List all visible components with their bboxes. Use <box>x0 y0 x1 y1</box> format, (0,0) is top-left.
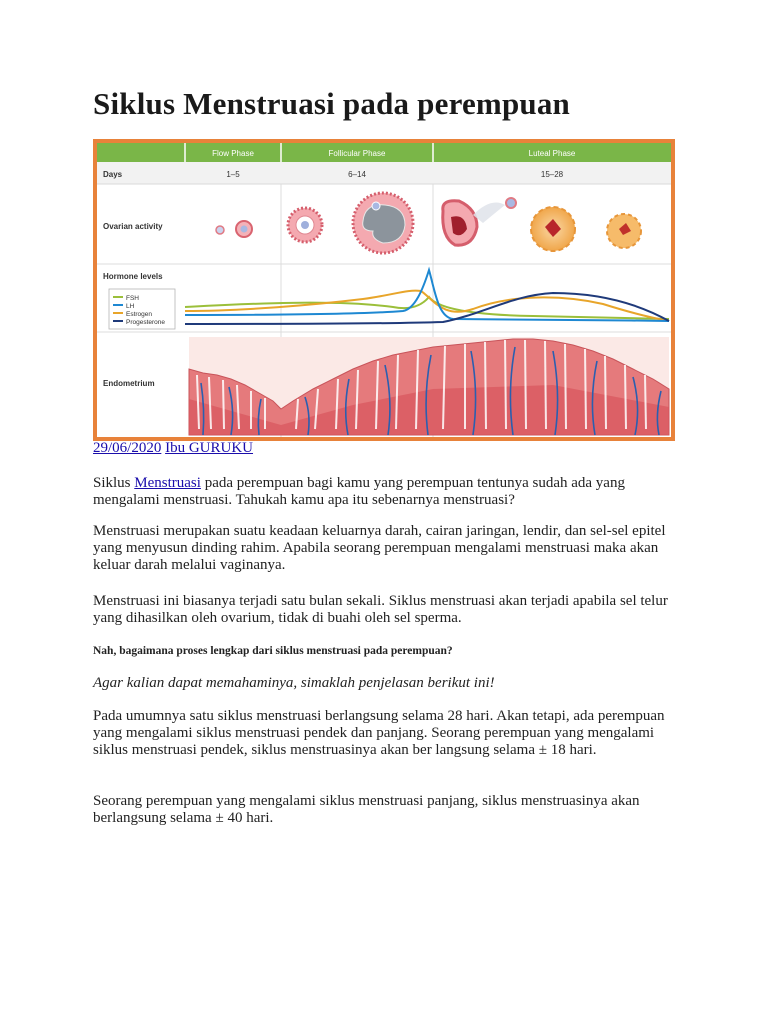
question-heading: Nah, bagaimana proses lengkap dari siklus menstruasi pada perempuan? <box>93 645 453 657</box>
days-luteal: 15–28 <box>540 170 564 179</box>
row-label-ovarian: Ovarian activity <box>103 222 163 231</box>
legend-estrogen: Estrogen <box>126 311 153 318</box>
italic-intro: Agar kalian dapat memahaminya, simaklah penjelasan berikut ini! <box>93 675 495 691</box>
post-meta <box>93 440 253 457</box>
paragraph-4: Pada umumnya satu siklus menstruasi berlangsung selama 28 hari. Akan tetapi, ada perempuan yang mengalami siklus menstruasi pendek dan panjang. Seorang perempuan yang mengalami siklus menstruasi pendek, siklus menstruasinya akan ber langsung selama ± 18 hari. <box>93 708 665 758</box>
paragraph-1 <box>93 475 683 509</box>
p1-text-end: pada perempuan bagi kamu yang perempuan tentunya sudah ada yang mengalami menstruasi. Tahukah kamu apa itu sebenarnya menstruasi? <box>93 475 625 508</box>
row-label-hormone: Hormone levels <box>103 272 163 281</box>
paragraph-3: Menstruasi ini biasanya terjadi satu bulan sekali. Siklus menstruasi akan terjadi apabila sel telur yang dihasilkan oleh ovarium, tidak di buahi oleh sel sperma. <box>93 593 668 626</box>
p1-text-start: Siklus <box>93 475 135 491</box>
menstrual-cycle-figure <box>93 139 675 441</box>
page-title: Siklus Menstruasi pada perempuan <box>93 86 570 121</box>
legend-lh: LH <box>126 303 135 310</box>
paragraph-2: Menstruasi merupakan suatu keadaan keluarnya darah, cairan jaringan, lendir, dan sel-sel epitel yang menyusun dinding rahim. Apabila seorang perempuan mengalami menstruasi maka akan keluar darah melalui vaginanya. <box>93 523 666 573</box>
days-label: Days <box>103 170 123 179</box>
row-label-endometrium: Endometrium <box>103 379 155 388</box>
days-row <box>97 162 671 184</box>
paragraph-5: Seorang perempuan yang mengalami siklus menstruasi panjang, siklus menstruasinya akan berlangsung selama ± 40 hari. <box>93 793 640 826</box>
legend-fsh: FSH <box>126 295 139 302</box>
post-date-link[interactable]: 29/06/2020 <box>93 440 162 456</box>
phase-label-follicular: Follicular Phase <box>328 149 386 158</box>
endometrium-illustration <box>189 337 669 435</box>
post-author-link[interactable]: Ibu GURUKU <box>165 440 254 456</box>
phase-label-flow: Flow Phase <box>212 149 254 158</box>
legend-progesterone: Progesterone <box>126 319 166 326</box>
menstruasi-link[interactable]: Menstruasi <box>134 475 201 491</box>
days-follicular: 6–14 <box>348 170 366 179</box>
phase-label-luteal: Luteal Phase <box>528 149 576 158</box>
days-flow: 1–5 <box>226 170 240 179</box>
hormone-legend <box>109 289 175 329</box>
